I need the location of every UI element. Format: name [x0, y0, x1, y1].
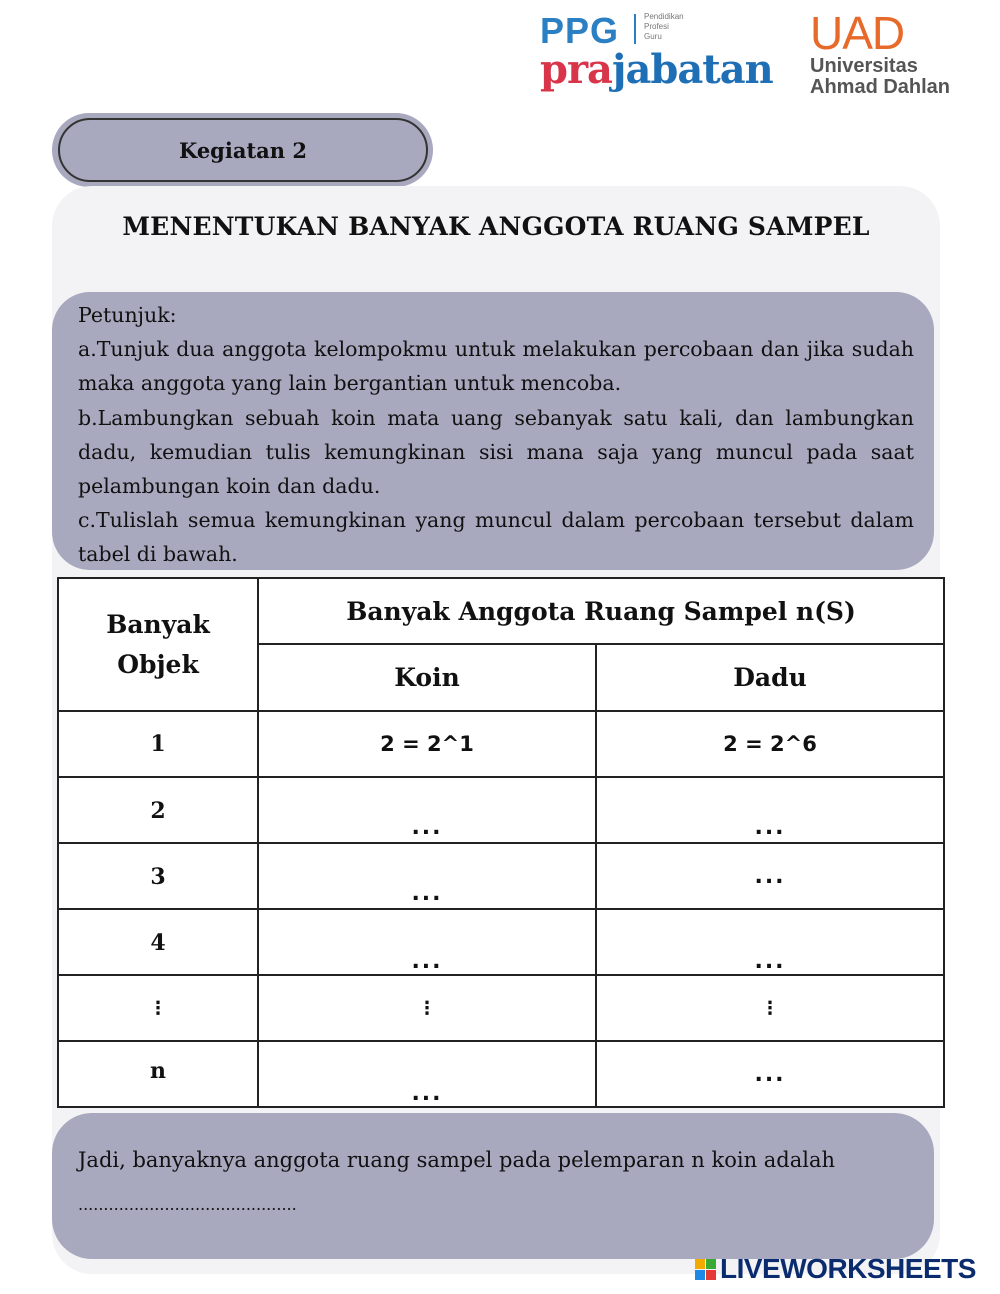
table-row: [58, 711, 944, 777]
cell-koin-blank[interactable]: ...: [258, 1041, 596, 1107]
liveworksheets-wordmark: LIVEWORKSHEETS: [720, 1253, 976, 1284]
uad-logo: [810, 6, 980, 101]
header-banyak-objek: Banyak Objek: [58, 578, 258, 711]
cell-dadu-blank[interactable]: ...: [596, 843, 944, 909]
instructions-heading: Petunjuk:: [78, 303, 177, 327]
cell-objects: n: [58, 1041, 258, 1107]
activity-label: Kegiatan 2: [58, 118, 428, 182]
liveworksheets-logo: [695, 1254, 976, 1284]
table-row: [58, 1041, 944, 1107]
cell-objects-ellipsis: ⋮: [58, 975, 258, 1041]
uad-logo-mark: UAD: [810, 7, 905, 59]
instruction-item-a: a.Tunjuk dua anggota kelompokmu untuk melakukan percobaan dan jika sudah maka anggota yang lain bergantian untuk mencoba.: [78, 337, 914, 396]
cell-koin[interactable]: 2 = 2^1: [258, 711, 596, 777]
cell-koin-blank[interactable]: ...: [258, 777, 596, 843]
table-row: [58, 843, 944, 909]
sample-space-table: [57, 577, 945, 1108]
cell-objects: 4: [58, 909, 258, 975]
ppg-logo-separator: [634, 14, 636, 44]
conclusion-text: Jadi, banyaknya anggota ruang sampel pada pelemparan n koin adalah: [78, 1148, 836, 1172]
cell-dadu-blank[interactable]: ...: [596, 1041, 944, 1107]
instructions-box: [52, 292, 934, 570]
cell-dadu-blank[interactable]: ...: [596, 777, 944, 843]
conclusion-answer-blank[interactable]: ...........................................: [78, 1195, 297, 1214]
liveworksheets-icon: [695, 1259, 716, 1280]
ppg-prajabatan-logo: [540, 8, 773, 98]
header-dadu: Dadu: [596, 644, 944, 711]
cell-koin-ellipsis: ⋮: [258, 975, 596, 1041]
header-koin: Koin: [258, 644, 596, 711]
instruction-item-c: c.Tulislah semua kemungkinan yang muncul dalam percobaan tersebut dalam tabel di bawah.: [78, 508, 914, 567]
cell-objects: 2: [58, 777, 258, 843]
cell-dadu-ellipsis: ⋮: [596, 975, 944, 1041]
conclusion-box: [52, 1113, 934, 1259]
cell-objects: 1: [58, 711, 258, 777]
cell-koin-blank[interactable]: ...: [258, 909, 596, 975]
table-row: [58, 909, 944, 975]
instruction-item-b: b.Lambungkan sebuah koin mata uang sebanyak satu kali, dan lambungkan dadu, kemudian tulis kemungkinan sisi mana saja yang muncul pada saat pelambungan koin dan dadu.: [78, 405, 914, 499]
ppg-logo-wordmark: prajabatan: [540, 46, 773, 93]
table-row-ellipsis: [58, 975, 944, 1041]
ppg-logo-title: PPG: [540, 10, 620, 51]
page-title: MENENTUKAN BANYAK ANGGOTA RUANG SAMPEL: [122, 212, 870, 241]
cell-dadu-blank[interactable]: ...: [596, 909, 944, 975]
cell-objects: 3: [58, 843, 258, 909]
cell-dadu[interactable]: 2 = 2^6: [596, 711, 944, 777]
header-ruang-sampel: Banyak Anggota Ruang Sampel n(S): [258, 578, 944, 644]
uad-logo-text: Universitas Ahmad Dahlan: [810, 55, 951, 98]
table-row: [58, 777, 944, 843]
ppg-logo-subtitle: Pendidikan Profesi Guru: [644, 12, 684, 41]
cell-koin-blank[interactable]: ...: [258, 843, 596, 909]
